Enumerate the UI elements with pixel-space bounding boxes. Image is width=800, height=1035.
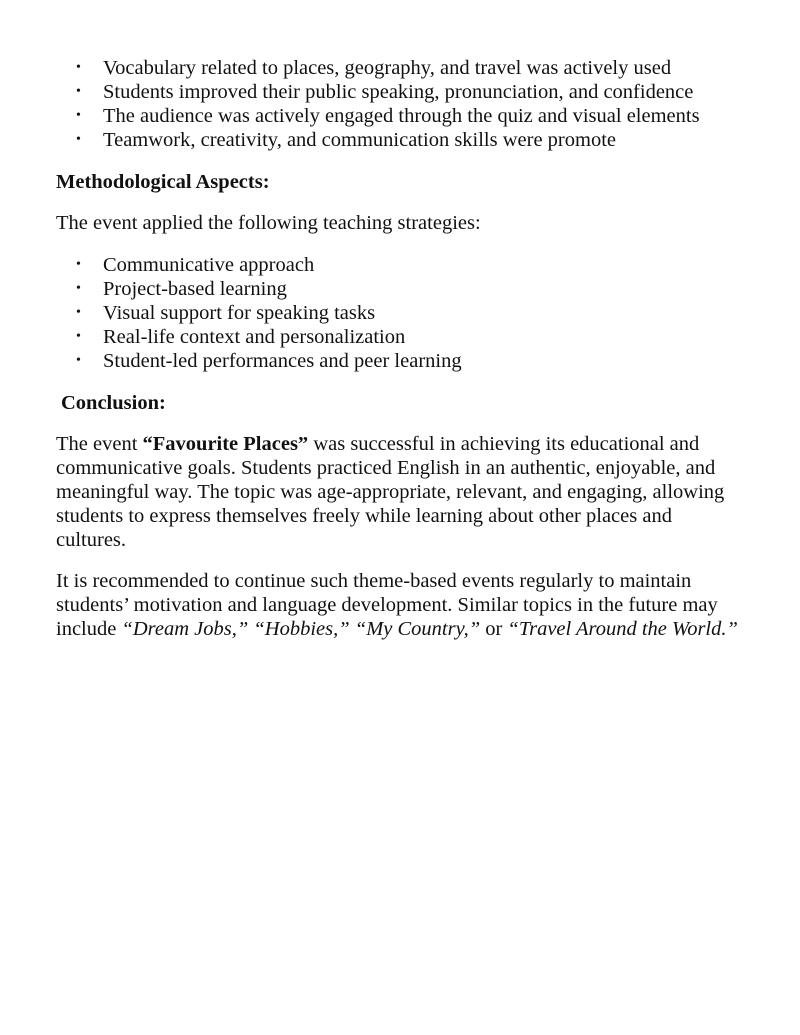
list-item xyxy=(56,128,740,152)
conclusion-p1-suffix: was successful in achieving its educational and communicative goals. Students practiced English in an authentic, enjoyable, and meaningful way. The topic was age-appropriate, relevant, and engaging, allowing students to express themselves freely while learning about other places and cultures. xyxy=(56,433,725,551)
list-item-text: Project-based learning xyxy=(103,278,287,300)
outcomes-list xyxy=(56,56,740,152)
conclusion-p1-prefix: The event xyxy=(56,433,143,455)
list-item-text: Vocabulary related to places, geography, and travel was actively used xyxy=(103,57,672,79)
list-item xyxy=(56,80,740,104)
conclusion-paragraph-1 xyxy=(56,432,740,552)
list-item xyxy=(56,301,740,325)
topic-hobbies: “Hobbies,” xyxy=(253,618,350,640)
list-item xyxy=(56,325,740,349)
topic-my-country: “My Country,” xyxy=(354,618,481,640)
list-item xyxy=(56,253,740,277)
bullet-icon: • xyxy=(76,84,81,99)
bullet-icon: • xyxy=(76,60,81,75)
bullet-icon: • xyxy=(76,108,81,123)
bullet-icon: • xyxy=(76,257,81,272)
list-item-text: Student-led performances and peer learning xyxy=(103,350,462,372)
topic-dream-jobs: “Dream Jobs,” xyxy=(121,618,249,640)
separator: or xyxy=(480,618,508,640)
bullet-icon: • xyxy=(76,305,81,320)
methodology-list xyxy=(56,253,740,373)
methodology-intro: The event applied the following teaching strategies: xyxy=(56,212,481,234)
list-item xyxy=(56,349,740,373)
methodology-heading: Methodological Aspects: xyxy=(56,171,270,193)
list-item xyxy=(56,104,740,128)
list-item-text: Communicative approach xyxy=(103,254,315,276)
list-item-text: The audience was actively engaged through the quiz and visual elements xyxy=(103,105,700,127)
event-name: “Favourite Places” xyxy=(142,433,309,455)
list-item-text: Real-life context and personalization xyxy=(103,326,406,348)
bullet-icon: • xyxy=(76,132,81,147)
bullet-icon: • xyxy=(76,353,81,368)
list-item-text: Teamwork, creativity, and communication skills were promote xyxy=(103,129,617,151)
bullet-icon: • xyxy=(76,329,81,344)
conclusion-heading: Conclusion: xyxy=(61,392,166,414)
bullet-icon: • xyxy=(76,281,81,296)
conclusion-paragraph-2 xyxy=(56,569,740,641)
list-item xyxy=(56,56,740,80)
list-item xyxy=(56,277,740,301)
conclusion-p2-prefix: It is recommended to continue such theme-based events regularly to maintain students’ motivation and language development. Similar topics in the future may include xyxy=(56,570,718,640)
list-item-text: Students improved their public speaking, pronunciation, and confidence xyxy=(103,81,694,103)
list-item-text: Visual support for speaking tasks xyxy=(103,302,376,324)
topic-travel-around-the-world: “Travel Around the World.” xyxy=(507,618,738,640)
